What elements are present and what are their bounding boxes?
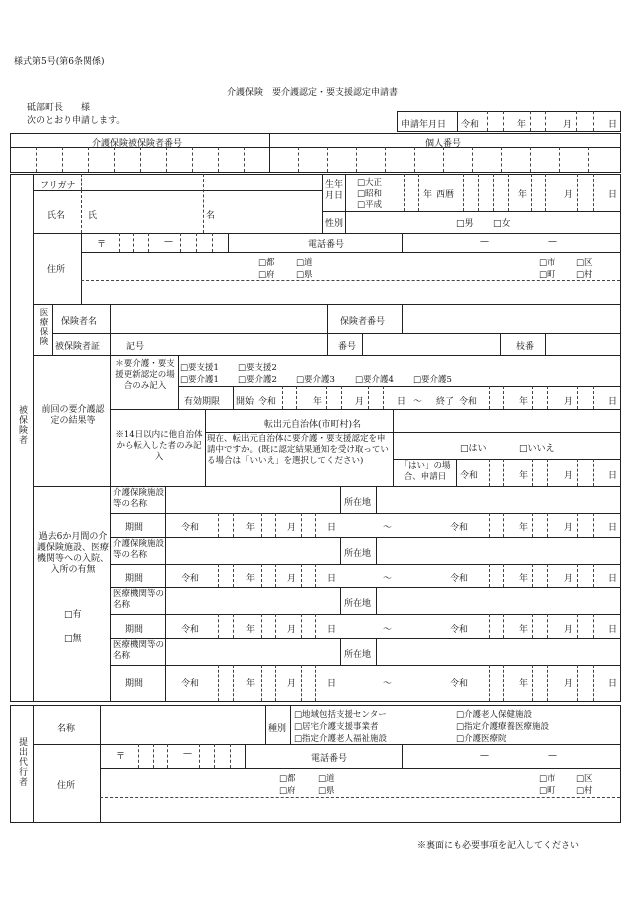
agent-address-label: 住所 [57,781,76,791]
facility-none-checkbox[interactable]: □無 [64,634,82,644]
agent-phone-label: 電話番号 [311,754,348,764]
pending-question: 現在、転出元自治体に要介護・要支援認定を申請中ですか。(既に認定結果通知を受け取っている場合は「いいえ」を選択してください) [207,434,389,466]
agent-address-field[interactable] [103,800,617,820]
application-date-year: 年 [517,120,527,130]
period-start-era-4: 令和 [181,679,200,689]
valid-end-day: 日 [608,397,618,407]
medical-facility-name-label-2: 医療機関等の名称 [113,640,165,661]
type-home-care-support[interactable]: □居宅介護支援事業者 [294,722,379,732]
sex-male-checkbox[interactable]: □男 [456,219,474,229]
agent-postal-mark: 〒 [116,752,126,762]
agent-name-label: 名称 [57,724,76,734]
application-date-era: 令和 [461,120,480,130]
sex-label: 性別 [325,219,344,229]
city-machi[interactable]: □町 [539,270,556,280]
period-tilde-4: ～ [383,679,393,689]
period-end-era-4: 令和 [450,679,469,689]
card-number-field[interactable] [364,335,498,353]
period-start-era-3: 令和 [181,625,200,635]
application-date-day: 日 [608,120,618,130]
level-support-2[interactable]: □要支援2 [238,363,277,373]
period-start-day-4: 日 [327,679,337,689]
period-start-day-2: 日 [327,574,337,584]
period-end-day-2: 日 [608,574,618,584]
period-end-era-3: 令和 [450,625,469,635]
care-facility-name-label-1: 介護保険施設等の名称 [113,488,165,509]
period-start-year-1: 年 [246,523,256,533]
phone-field[interactable] [404,234,618,251]
form-number: 様式第5号(第6条関係) [14,57,105,67]
level-care-4[interactable]: □要介護4 [355,375,394,385]
era-taisho[interactable]: □大正 [357,178,383,188]
card-branch-label: 枝番 [516,342,535,352]
insurer-name-label: 保険者名 [61,317,98,327]
period-tilde-2: ～ [383,574,393,584]
phone-label: 電話番号 [308,240,345,250]
period-label-3: 期間 [125,625,144,635]
seireki-label: 西暦 [436,190,455,200]
agent-phone-field[interactable] [404,746,618,766]
period-start-month-2: 月 [287,574,297,584]
agent-phone-dash-2: — [548,751,557,761]
pending-yes-checkbox[interactable]: □はい [460,444,487,454]
period-start-day-1: 日 [327,523,337,533]
birth-era-year: 年 [423,190,433,200]
birth-day: 日 [608,190,618,200]
period-start-era-1: 令和 [181,523,200,533]
period-end-era-1: 令和 [450,523,469,533]
birth-date-label: 生年月日 [325,180,344,201]
agent-type-label: 種別 [268,724,287,734]
period-end-month-2: 月 [564,574,574,584]
period-label-2: 期間 [125,574,144,584]
application-date-label: 申請年月日 [401,120,447,130]
insurance-card-label: 被保険者証 [55,342,101,352]
period-end-month-1: 月 [564,523,574,533]
era-showa[interactable]: □昭和 [357,189,383,199]
origin-municipality-field[interactable] [395,411,618,430]
if-yes-day: 日 [608,471,618,481]
type-welfare-facility[interactable]: □指定介護老人福祉施設 [294,734,388,744]
valid-start-label: 開始 [236,397,255,407]
agent-postal-dash: — [183,749,192,759]
city-mura[interactable]: □村 [576,270,593,280]
period-label-4: 期間 [125,679,144,689]
application-date-month: 月 [563,120,573,130]
agent-city-ku[interactable]: □区 [576,774,593,784]
agent-pref-fu[interactable]: □府 [279,786,296,796]
location-label-3: 所在地 [344,599,372,609]
agent-postal-field[interactable] [126,746,243,766]
period-start-month-4: 月 [287,679,297,689]
period-start-month-3: 月 [287,625,297,635]
if-yes-date-label: 「はい」の場合、申請日 [399,461,451,482]
pref-fu[interactable]: □府 [258,270,275,280]
intro-text: 次のとおり申請します。 [27,116,126,126]
card-number-label: 番号 [338,342,357,352]
agent-phone-dash-1: — [480,751,489,761]
facility-history-label: 過去6か月間の介護保険施設、医療機関等への入院、入所の有無 [36,532,109,575]
period-end-year-3: 年 [519,625,529,635]
birth-year: 年 [518,190,528,200]
renewal-note: ＊要介護・要支援更新認定の場合のみ記入 [115,359,175,391]
agent-pref-do[interactable]: □道 [318,774,335,784]
facility-has-checkbox[interactable]: □有 [64,610,82,620]
name-label: 氏名 [47,211,66,221]
medical-insurance-label: 医療保険 [38,308,48,346]
period-start-year-4: 年 [246,679,256,689]
card-branch-field[interactable] [547,335,618,353]
surname-label: 氏 [88,211,98,221]
period-tilde-3: ～ [383,625,393,635]
phone-dash-1: — [480,237,489,247]
period-end-year-1: 年 [519,523,529,533]
period-start-year-2: 年 [246,574,256,584]
agent-city-machi[interactable]: □町 [539,786,556,796]
insurer-number-field[interactable] [404,306,618,331]
type-care-medical-institute[interactable]: □介護医療院 [456,734,507,744]
level-care-1[interactable]: □要介護1 [180,375,219,385]
period-end-day-4: 日 [608,679,618,689]
given-name-label: 名 [206,211,216,221]
sex-female-checkbox[interactable]: □女 [493,219,511,229]
insurer-name-field[interactable] [112,306,324,331]
pending-no-checkbox[interactable]: □いいえ [519,444,555,454]
address-label: 住所 [47,265,66,275]
location-label-2: 所在地 [344,549,372,559]
agent-pref-to[interactable]: □都 [279,774,296,784]
furigana-field[interactable] [82,175,321,190]
postal-dash: — [164,237,173,247]
valid-start-month: 月 [355,397,365,407]
valid-end-label: 終了 [436,397,455,407]
if-yes-year: 年 [519,471,529,481]
period-end-year-4: 年 [519,679,529,689]
valid-end-era: 令和 [459,397,478,407]
personal-number-label: 個人番号 [425,139,462,149]
valid-start-day: 日 [397,397,407,407]
pref-to[interactable]: □都 [258,258,275,268]
period-start-era-2: 令和 [181,574,200,584]
address-field[interactable] [84,283,614,301]
form-title: 介護保険 要介護認定・要支援認定申請書 [227,88,399,98]
period-start-year-3: 年 [246,625,256,635]
valid-start-era: 令和 [258,397,277,407]
agent-pref-ken[interactable]: □県 [318,786,335,796]
insured-section-label: 被保険者 [17,405,27,445]
phone-dash-2: — [548,237,557,247]
type-care-medical[interactable]: □指定介護療養医療施設 [456,722,550,732]
birth-month: 月 [564,190,574,200]
addressee: 砥部町長 様 [27,103,91,113]
agent-section-label: 提出代行者 [17,737,27,787]
name-field[interactable] [98,191,198,232]
care-facility-name-label-2: 介護保険施設等の名称 [113,539,165,560]
city-shi[interactable]: □市 [539,258,556,268]
period-end-month-3: 月 [564,625,574,635]
previous-result-label: 前回の要介護認定の結果等 [41,405,105,426]
type-geriatric-health[interactable]: □介護老人保健施設 [456,710,533,720]
pref-ken[interactable]: □県 [296,270,313,280]
level-care-2[interactable]: □要介護2 [238,375,277,385]
furigana-label: フリガナ [40,181,76,191]
period-start-month-1: 月 [287,523,297,533]
footer-note: ※裏面にも必要事項を記入してください [417,841,580,851]
level-care-3[interactable]: □要介護3 [296,375,335,385]
period-end-year-2: 年 [519,574,529,584]
card-symbol-label: 記号 [126,342,145,352]
period-end-day-1: 日 [608,523,618,533]
valid-end-month: 月 [564,397,574,407]
period-label-1: 期間 [125,523,144,533]
level-care-5[interactable]: □要介護5 [413,375,452,385]
location-label-1: 所在地 [344,498,372,508]
medical-facility-name-label-1: 医療機関等の名称 [113,589,165,610]
if-yes-era: 令和 [460,471,479,481]
agent-name-field[interactable] [102,707,262,742]
period-end-month-4: 月 [564,679,574,689]
city-ku[interactable]: □区 [576,258,593,268]
period-start-day-3: 日 [327,625,337,635]
era-heisei[interactable]: □平成 [357,200,383,210]
agent-city-shi[interactable]: □市 [539,774,556,784]
period-end-era-2: 令和 [450,574,469,584]
card-symbol-field[interactable] [150,335,324,353]
if-yes-month: 月 [564,471,574,481]
period-tilde-1: ～ [383,523,393,533]
level-support-1[interactable]: □要支援1 [180,363,219,373]
valid-end-year: 年 [519,397,529,407]
postal-mark: 〒 [97,240,107,250]
valid-tilde: ～ [413,397,423,407]
location-label-4: 所在地 [344,650,372,660]
pref-do[interactable]: □道 [296,258,313,268]
period-end-day-3: 日 [608,625,618,635]
origin-municipality-label: 転出元自治体(市町村)名 [264,420,362,430]
agent-city-mura[interactable]: □村 [576,786,593,796]
insured-number-label: 介護保険被保険者番号 [92,139,183,149]
insurer-number-label: 保険者番号 [340,317,386,327]
type-community-center[interactable]: □地域包括支援センター [294,710,387,720]
transfer-note: ※14日以内に他自治体から転入した者のみ記入 [115,430,203,462]
valid-start-year: 年 [313,397,323,407]
valid-period-label: 有効期限 [184,397,221,407]
postal-code-field[interactable] [106,234,226,251]
